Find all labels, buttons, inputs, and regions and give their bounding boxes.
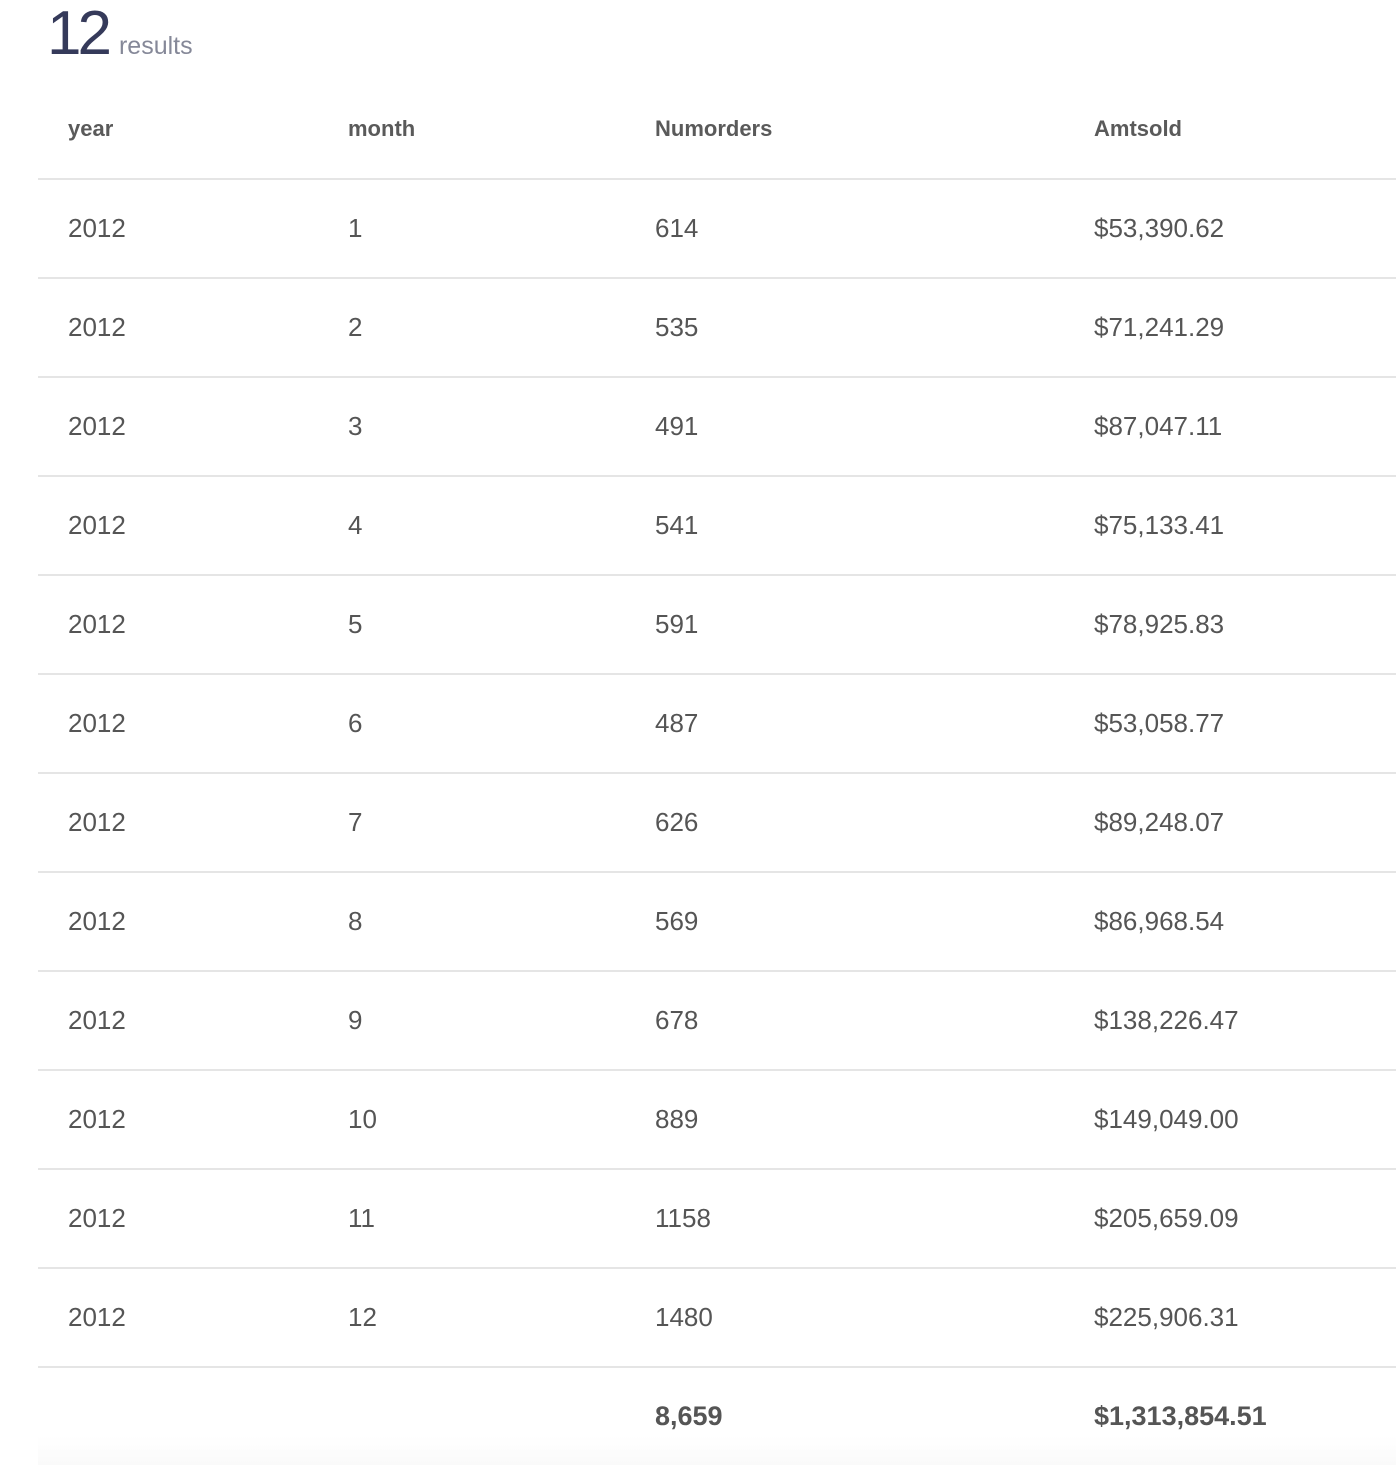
cell-month: 7 — [348, 807, 363, 837]
cell-amtsold: $78,925.83 — [1094, 609, 1225, 639]
cell-amtsold: $89,248.07 — [1094, 807, 1225, 837]
column-header-numorders[interactable]: Numorders — [655, 116, 773, 141]
cell-year: 2012 — [68, 411, 126, 441]
table-row — [38, 675, 1396, 774]
cell-numorders: 678 — [655, 1005, 699, 1035]
cell-numorders: 591 — [655, 609, 699, 639]
table-row — [38, 774, 1396, 873]
results-label: results — [118, 32, 193, 60]
cell-year: 2012 — [68, 312, 126, 342]
cell-numorders: 535 — [655, 312, 699, 342]
cell-amtsold: $149,049.00 — [1094, 1104, 1239, 1134]
table-row — [38, 1269, 1396, 1368]
cell-month: 8 — [348, 906, 363, 936]
cell-numorders: 491 — [655, 411, 699, 441]
cell-amtsold: $75,133.41 — [1094, 510, 1225, 540]
cell-year: 2012 — [68, 510, 126, 540]
table-header-row — [38, 80, 1396, 180]
cell-month: 10 — [348, 1104, 377, 1134]
table-row — [38, 972, 1396, 1071]
cell-year: 2012 — [68, 1104, 126, 1134]
cell-amtsold: $225,906.31 — [1094, 1302, 1239, 1332]
cell-numorders: 1158 — [655, 1203, 711, 1233]
cell-amtsold: $86,968.54 — [1094, 906, 1225, 936]
column-header-amtsold[interactable]: Amtsold — [1094, 116, 1182, 141]
results-count: 12 — [47, 0, 108, 68]
column-header-month[interactable]: month — [348, 116, 416, 141]
total-amtsold: $1,313,854.51 — [1094, 1401, 1267, 1431]
cell-year: 2012 — [68, 708, 126, 738]
cell-numorders: 487 — [655, 708, 699, 738]
column-header-year[interactable]: year — [68, 116, 114, 141]
cell-year: 2012 — [68, 1302, 126, 1332]
table-row — [38, 180, 1396, 279]
table-row — [38, 279, 1396, 378]
cell-numorders: 626 — [655, 807, 699, 837]
total-numorders: 8,659 — [655, 1401, 723, 1431]
cell-year: 2012 — [68, 213, 126, 243]
cell-numorders: 614 — [655, 213, 699, 243]
cell-numorders: 889 — [655, 1104, 699, 1134]
cell-year: 2012 — [68, 1005, 126, 1035]
cell-month: 9 — [348, 1005, 363, 1035]
table-row — [38, 576, 1396, 675]
cell-month: 1 — [348, 213, 363, 243]
cell-amtsold: $87,047.11 — [1094, 411, 1223, 441]
cell-amtsold: $53,390.62 — [1094, 213, 1225, 243]
cell-year: 2012 — [68, 807, 126, 837]
cell-year: 2012 — [68, 609, 126, 639]
table-row — [38, 378, 1396, 477]
cell-year: 2012 — [68, 906, 126, 936]
cell-month: 5 — [348, 609, 363, 639]
table-row — [38, 1170, 1396, 1269]
cell-amtsold: $71,241.29 — [1094, 312, 1225, 342]
cell-amtsold: $138,226.47 — [1094, 1005, 1239, 1035]
cell-amtsold: $53,058.77 — [1094, 708, 1225, 738]
cell-numorders: 1480 — [655, 1302, 713, 1332]
cell-year: 2012 — [68, 1203, 126, 1233]
table-totals-row — [38, 1368, 1396, 1465]
table-row — [38, 1071, 1396, 1170]
cell-numorders: 569 — [655, 906, 699, 936]
cell-month: 6 — [348, 708, 363, 738]
cell-month: 3 — [348, 411, 363, 441]
results-summary — [47, 2, 193, 66]
cell-month: 11 — [348, 1203, 375, 1233]
cell-month: 12 — [348, 1302, 377, 1332]
cell-month: 2 — [348, 312, 363, 342]
cell-amtsold: $205,659.09 — [1094, 1203, 1239, 1233]
cell-numorders: 541 — [655, 510, 699, 540]
results-table — [38, 80, 1396, 1465]
table-row — [38, 477, 1396, 576]
table-row — [38, 873, 1396, 972]
cell-month: 4 — [348, 510, 363, 540]
